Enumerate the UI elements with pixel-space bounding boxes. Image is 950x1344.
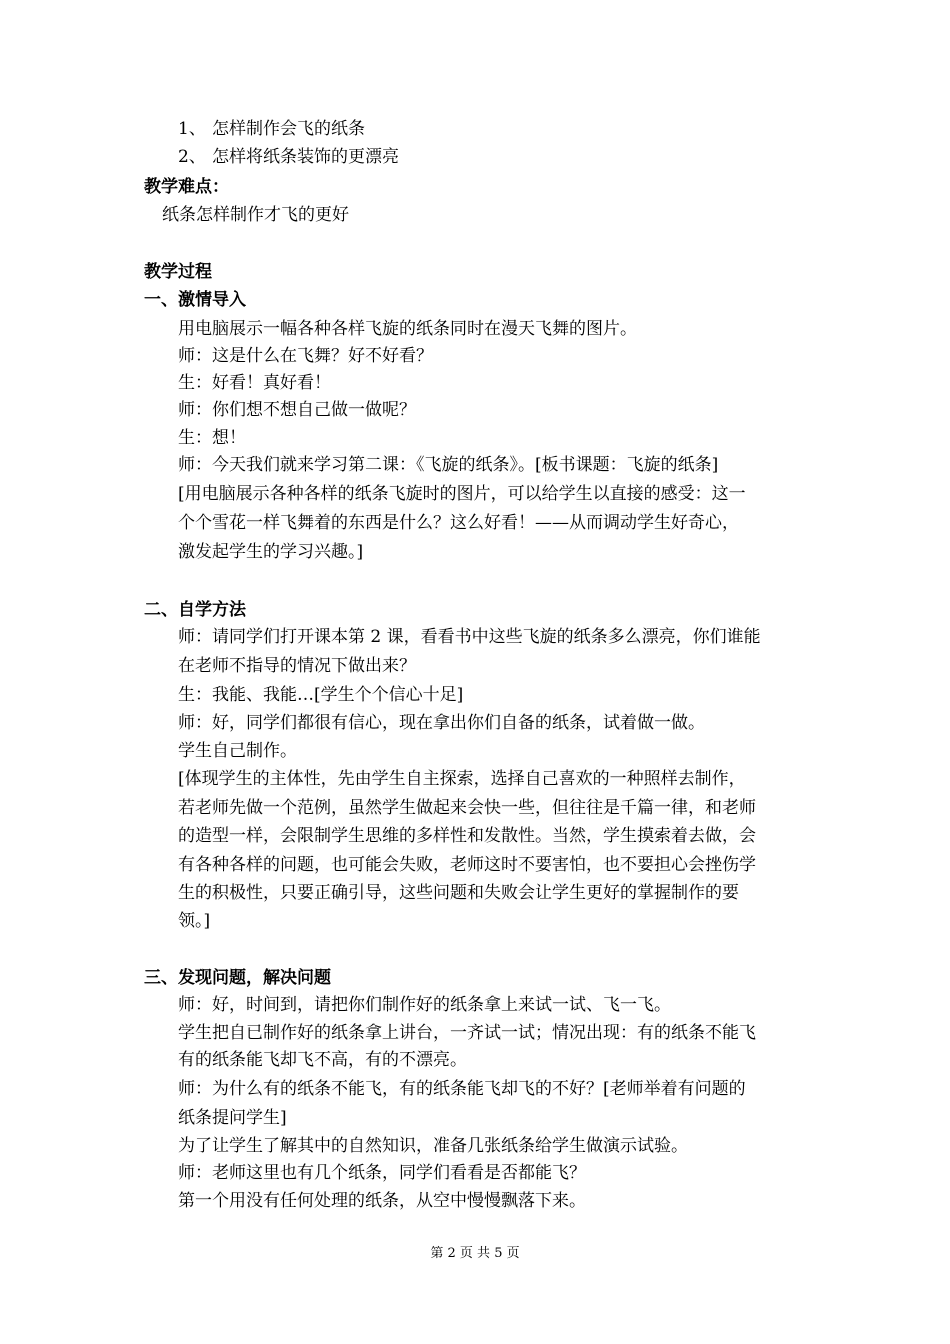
paragraph-line: 师：好，时间到，请把你们制作好的纸条拿上来试一试、飞一飞。 [178, 995, 671, 1015]
paragraph-line: 师：老师这里也有几个纸条，同学们看看是否都能飞？ [178, 1163, 586, 1183]
paragraph-line: 师：今天我们就来学习第二课：《飞旋的纸条》。[板书课题：飞旋的纸条] [178, 455, 719, 475]
paragraph-line: 师：这是什么在飞舞？好不好看？ [178, 346, 433, 366]
paragraph-line: 纸条提问学生] [178, 1108, 287, 1128]
difficulty-text: 纸条怎样制作才飞的更好 [162, 205, 349, 225]
objective-number: 1、 [178, 119, 206, 139]
page-number: 第 2 页 共 5 页 [430, 1246, 520, 1261]
paragraph-line: 有的纸条能飞却飞不高，有的不漂亮。 [178, 1050, 467, 1070]
paragraph-line: 有各种各样的问题，也可能会失败，老师这时不要害怕，也不要担心会挫伤学 [178, 855, 756, 875]
paragraph-line: 为了让学生了解其中的自然知识，准备几张纸条给学生做演示试验。 [178, 1136, 688, 1156]
paragraph-line: 师：好，同学们都很有信心，现在拿出你们自备的纸条，试着做一做。 [178, 713, 705, 733]
paragraph-line: 第一个用没有任何处理的纸条，从空中慢慢飘落下来。 [178, 1191, 586, 1211]
objective-text: 怎样将纸条装饰的更漂亮 [212, 147, 399, 167]
difficulty-heading: 教学难点： [144, 177, 229, 197]
paragraph-line: 领。] [178, 911, 211, 931]
paragraph-line: 学生自己制作。 [178, 741, 297, 761]
paragraph-line: 生：我能、我能…[学生个个信心十足] [178, 685, 464, 705]
paragraph-line: 在老师不指导的情况下做出来？ [178, 656, 416, 676]
objective-item-2 [178, 144, 399, 170]
paragraph-line: [体现学生的主体性，先由学生自主探索，选择自己喜欢的一种照样去制作， [178, 769, 746, 789]
paragraph-line: 师：你们想不想自己做一做呢？ [178, 400, 416, 420]
objective-item-1 [178, 116, 365, 142]
paragraph-line: 师：为什么有的纸条不能飞，有的纸条能飞却飞的不好？[老师举着有问题的 [178, 1079, 746, 1099]
paragraph-line: [用电脑展示各种各样的纸条飞旋时的图片，可以给学生以直接的感受：这一 [178, 484, 746, 504]
paragraph-line: 激发起学生的学习兴趣。] [178, 542, 364, 562]
paragraph-line: 生的积极性，只要正确引导，这些问题和失败会让学生更好的掌握制作的要 [178, 883, 739, 903]
objective-number: 2、 [178, 147, 206, 167]
process-heading: 教学过程 [144, 262, 212, 282]
paragraph-line: 若老师先做一个范例，虽然学生做起来会快一些，但往往是千篇一律，和老师 [178, 798, 756, 818]
paragraph-line: 个个雪花一样飞舞着的东西是什么？这么好看！——从而调动学生好奇心， [178, 513, 739, 533]
paragraph-line: 生：好看！真好看！ [178, 373, 331, 393]
paragraph-line: 师：请同学们打开课本第 2 课，看看书中这些飞旋的纸条多么漂亮，你们谁能 [178, 627, 761, 647]
paragraph-line: 的造型一样，会限制学生思维的多样性和发散性。当然，学生摸索着去做，会 [178, 826, 756, 846]
paragraph-line: 学生把自已制作好的纸条拿上讲台，一齐试一试；情况出现：有的纸条不能飞 [178, 1023, 756, 1043]
paragraph-line: 用电脑展示一幅各种各样飞旋的纸条同时在漫天飞舞的图片。 [178, 319, 637, 339]
section-2-heading: 二、自学方法 [144, 600, 246, 620]
objective-text: 怎样制作会飞的纸条 [212, 119, 365, 139]
paragraph-line: 生：想！ [178, 428, 246, 448]
section-1-heading: 一、激情导入 [144, 290, 246, 310]
section-3-heading: 三、发现问题，解决问题 [144, 968, 331, 988]
